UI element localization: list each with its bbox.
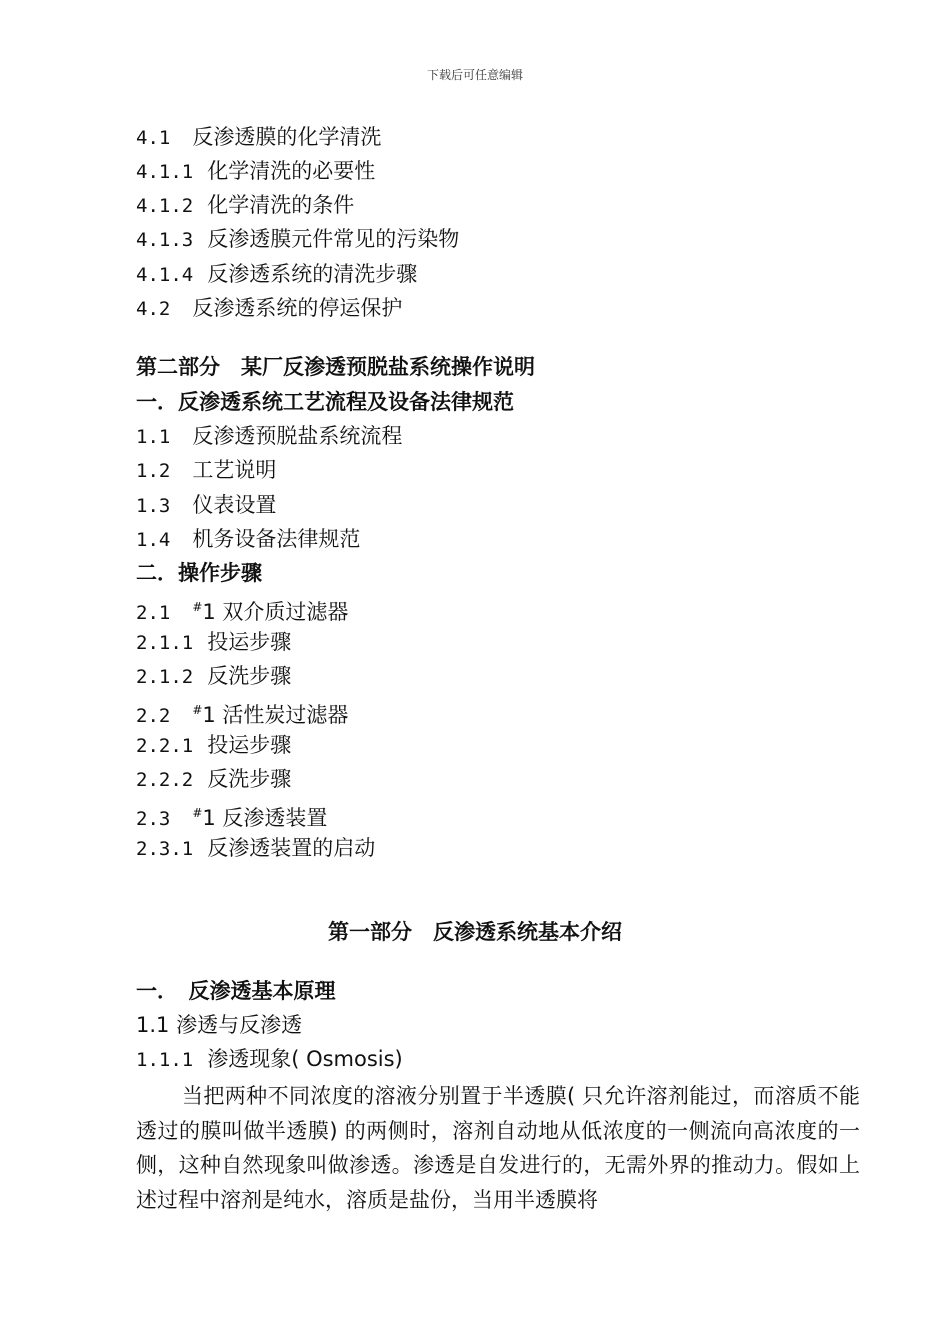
page-header: 下载后可任意编辑 <box>426 68 523 82</box>
part2-section2-heading: 二．操作步骤 <box>136 561 262 585</box>
outline-item: 2.3.1 反渗透装置的启动 <box>136 836 376 860</box>
outline-item: 2.1.1 投运步骤 <box>136 630 292 654</box>
part2-title: 第二部分 某厂反渗透预脱盐系统操作说明 <box>136 355 535 379</box>
subsection-heading: 1.1 渗透与反渗透 <box>136 1013 303 1037</box>
toc-item: 4.1.4 反渗透系统的清洗步骤 <box>136 262 418 286</box>
outline-item: 2.3 #1 反渗透装置 <box>136 806 328 830</box>
outline-item: 2.2 #1 活性炭过滤器 <box>136 703 349 727</box>
subsubsection-heading: 1.1.1 渗透现象( Osmosis) <box>136 1047 403 1071</box>
toc-item: 4.1 反渗透膜的化学清洗 <box>136 125 382 149</box>
outline-item: 1.2 工艺说明 <box>136 458 277 482</box>
outline-item: 2.2.2 反洗步骤 <box>136 767 292 791</box>
toc-item: 4.1.1 化学清洗的必要性 <box>136 159 376 183</box>
outline-item: 2.1 #1 双介质过滤器 <box>136 600 349 624</box>
outline-item: 1.1 反渗透预脱盐系统流程 <box>136 424 403 448</box>
outline-item: 2.1.2 反洗步骤 <box>136 664 292 688</box>
part2-section1-heading: 一．反渗透系统工艺流程及设备法律规范 <box>136 390 514 414</box>
part1-section1-heading: 一． 反渗透基本原理 <box>136 979 336 1003</box>
outline-item: 1.4 机务设备法律规范 <box>136 527 361 551</box>
toc-item: 4.1.3 反渗透膜元件常见的污染物 <box>136 227 460 251</box>
body-paragraph: 当把两种不同浓度的溶液分别置于半透膜( 只允许溶剂能过，而溶质不能透过的膜叫做半透膜) 的两侧时，溶剂自动地从低浓度的一侧流向高浓度的一侧，这种自然现象叫做渗透。渗透是自发进行的，无需外界的推动力。假如上述过程中溶剂是纯水，溶质是盐份，当用半透膜将 <box>136 1084 860 1212</box>
toc-item: 4.1.2 化学清洗的条件 <box>136 193 355 217</box>
toc-item: 4.2 反渗透系统的停运保护 <box>136 296 403 320</box>
part1-title: 第一部分 反渗透系统基本介绍 <box>328 920 622 944</box>
outline-item: 2.2.1 投运步骤 <box>136 733 292 757</box>
outline-item: 1.3 仪表设置 <box>136 493 277 517</box>
